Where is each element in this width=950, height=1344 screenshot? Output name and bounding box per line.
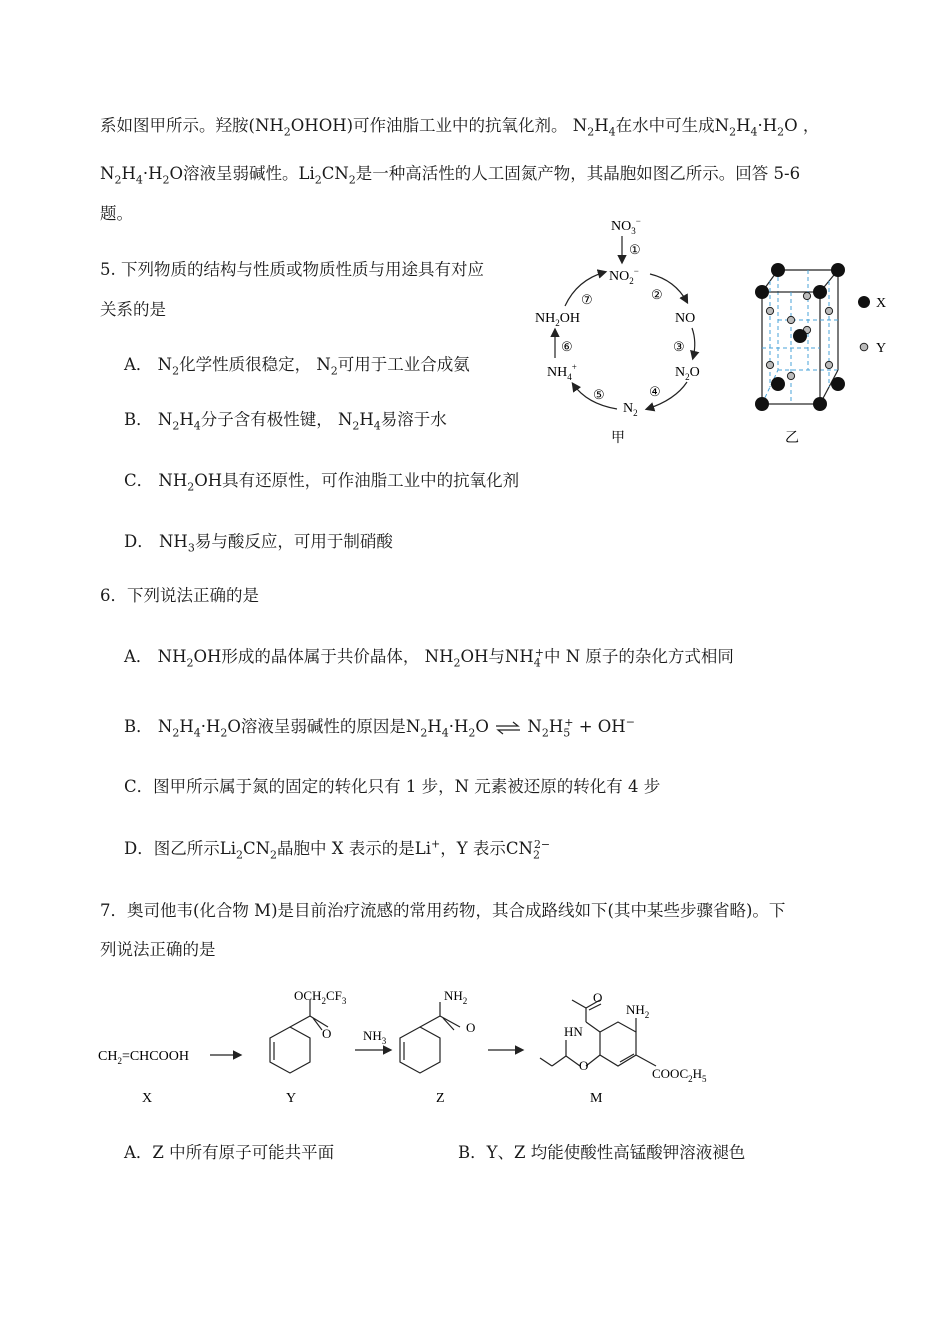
compound-z-sub: $NH_2$	[444, 990, 468, 1006]
q6-option-b: B． $N_2H_4\cdot H_2O$溶液呈弱碱性的原因是$N_2H_4\cdot H_2O$ $N_2H_5^+ + OH^-$	[124, 715, 635, 740]
equilibrium-arrow-icon	[494, 721, 522, 735]
svg-text:⑤: ⑤	[593, 387, 605, 402]
reagent-nh3: $NH_3$	[363, 1028, 387, 1046]
formula-n2h4-h2o: $N_2H_4\cdot H_2O$	[714, 116, 798, 139]
q6-option-d: D．图乙所示$Li_2CN_2$晶胞中 X 表示的是Li+，Y 表示$CN_2^{2-}$	[124, 837, 551, 862]
label-z: Z	[436, 1091, 445, 1106]
q5-stem-1: 5. 下列物质的结构与性质或物质性质与用途具有对应	[100, 260, 484, 279]
q5-option-c: C． $NH_2OH$具有还原性，可作油脂工业中的抗氧化剂	[124, 471, 520, 494]
figure-jia-label: 甲	[611, 430, 625, 446]
q6-option-c: C．图甲所示属于氮的固定的转化只有 1 步，N 元素被还原的转化有 4 步	[124, 777, 661, 796]
species-no2: $NO_2^-$	[609, 266, 639, 286]
intro-text: O溶液呈弱碱性。	[169, 164, 299, 183]
species-n2o: $N_2O$	[675, 365, 700, 382]
intro-line-3: 题。	[100, 204, 133, 223]
svg-text:③: ③	[673, 339, 685, 354]
q7-stem-1: 7．奥司他韦(化合物 M)是目前治疗流感的常用药物，其合成路线如下(其中某些步骤省略)。下	[100, 901, 786, 920]
intro-line-2	[100, 162, 800, 186]
formula-nh2oh: $NH_2OH$	[254, 116, 319, 139]
svg-text:O: O	[322, 1026, 332, 1041]
figure-jia-nitrogen-cycle	[525, 212, 725, 447]
species-n2: $N_2$	[623, 401, 638, 418]
species-nh2oh: $NH_2OH$	[535, 311, 580, 328]
q5-stem-2: 关系的是	[100, 300, 166, 319]
compound-y-sub: $OCH_2CF_3$	[294, 990, 347, 1006]
q5-option-b: B． $N_2H_4$分子含有极性键， $N_2H_4$易溶于水	[124, 410, 447, 433]
svg-text:④: ④	[649, 384, 661, 399]
svg-text:O: O	[466, 1020, 476, 1035]
formula-n2h4-h2o: $N_2H_4\cdot H_2$	[100, 164, 170, 187]
figure-yi-label: 乙	[785, 430, 799, 446]
legend-x: X	[876, 296, 887, 311]
compound-m-hn: HN	[564, 1024, 583, 1039]
svg-text:O: O	[579, 1058, 589, 1073]
intro-text: 系如图甲所示。羟胺(	[100, 116, 255, 135]
q6-option-a: A． $NH_2OH$形成的晶体属于共价晶体， $NH_2OH$与$NH_4^+$中 N 原子的杂化方式相同	[124, 645, 734, 670]
q6-stem: 6．下列说法正确的是	[100, 586, 259, 605]
svg-text:⑥: ⑥	[561, 339, 573, 354]
svg-text:⑦: ⑦	[581, 292, 593, 307]
svg-text:①: ①	[629, 242, 641, 257]
compound-m-ester: $COOC_2H_5$	[652, 1066, 707, 1084]
formula-n2h4: $N_2H_4$	[572, 116, 616, 139]
figure-yi-unit-cell	[745, 258, 905, 448]
q7-option-a: A．Z 中所有原子可能共平面	[124, 1143, 335, 1162]
svg-text:②: ②	[651, 287, 663, 302]
compound-x-formula: $CH_2=CHCOOH$	[98, 1049, 189, 1066]
species-no3: $NO_3^-$	[611, 216, 641, 236]
intro-text: OH)可作油脂工业中的抗氧化剂。	[318, 116, 568, 135]
synthesis-scheme	[90, 990, 750, 1115]
species-nh4: $NH_4^+$	[547, 362, 577, 382]
formula-li2cn2: $Li_2CN_2$	[298, 164, 356, 187]
q5-option-a: A． $N_2$化学性质很稳定， $N_2$可用于工业合成氨	[124, 355, 470, 378]
compound-m-nh2: $NH_2$	[626, 1002, 650, 1020]
intro-text: 在水中可生成	[615, 116, 715, 135]
intro-text: 是一种高活性的人工固氮产物，其晶胞如图乙所示。回答 5-6	[355, 164, 801, 183]
legend-y: Y	[876, 341, 887, 356]
label-m: M	[590, 1091, 603, 1106]
intro-line-1: 系如图甲所示。羟胺$(NH_2OHOH)$可作油脂工业中的抗氧化剂。 $N_2H_4$在水中可生成$N_2H_4\cdot H_2O$ ，	[100, 116, 820, 139]
q5-option-d: D． $NH_3$易与酸反应，可用于制硝酸	[124, 532, 393, 555]
q7-stem-2: 列说法正确的是	[100, 940, 216, 959]
species-no: NO	[675, 311, 696, 326]
svg-text:O: O	[593, 990, 603, 1005]
label-y: Y	[286, 1091, 297, 1106]
label-x: X	[142, 1091, 153, 1106]
q7-option-b: B．Y、Z 均能使酸性高锰酸钾溶液褪色	[458, 1143, 746, 1162]
